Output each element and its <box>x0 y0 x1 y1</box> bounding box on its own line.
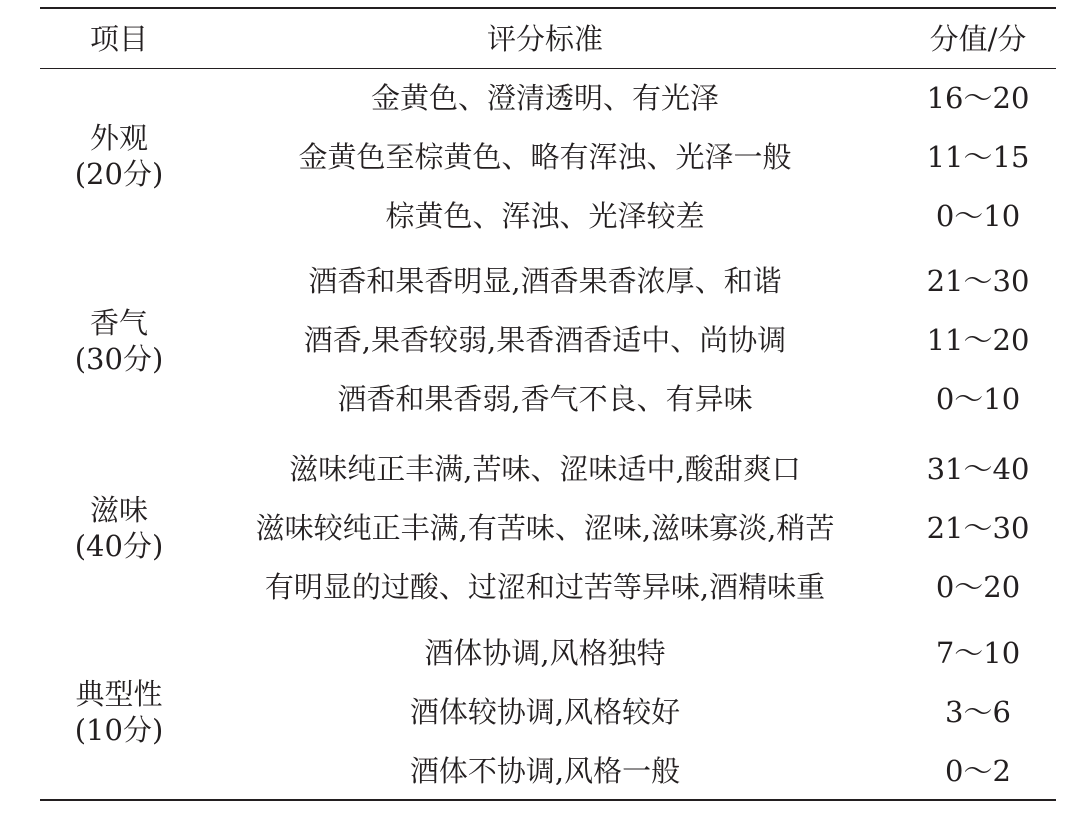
criteria-cell: 酒香和果香明显,酒香果香浓厚、和谐 <box>308 264 782 298</box>
header-score: 分值/分 <box>929 22 1027 56</box>
score-cell: 0～10 <box>935 199 1021 233</box>
score-cell: 21～30 <box>926 511 1030 545</box>
score-cell: 31～40 <box>926 452 1030 486</box>
score-cell: 11～20 <box>926 323 1030 357</box>
category-name: 香气 <box>89 306 148 340</box>
category-points: (10分) <box>74 713 164 747</box>
category-taste <box>40 492 198 564</box>
category-name: 典型性 <box>75 677 163 711</box>
header-rule <box>40 68 1056 69</box>
score-cell: 3～6 <box>945 695 1011 729</box>
score-cell: 7～10 <box>935 636 1021 670</box>
table-bottom-rule <box>40 799 1056 801</box>
criteria-cell: 滋味较纯正丰满,有苦味、涩味,滋味寡淡,稍苦 <box>255 511 835 545</box>
criteria-cell: 金黄色至棕黄色、略有浑浊、光泽一般 <box>298 140 792 174</box>
table-top-rule <box>40 7 1056 9</box>
score-cell: 0～2 <box>945 754 1011 788</box>
criteria-cell: 酒体不协调,风格一般 <box>409 754 681 788</box>
criteria-cell: 酒体协调,风格独特 <box>424 636 666 670</box>
category-points: (30分) <box>74 342 164 376</box>
score-cell: 11～15 <box>926 140 1030 174</box>
score-cell: 0～10 <box>935 382 1021 416</box>
header-criteria: 评分标准 <box>486 22 603 56</box>
category-aroma <box>40 305 198 377</box>
criteria-cell: 滋味纯正丰满,苦味、涩味适中,酸甜爽口 <box>289 452 801 486</box>
criteria-cell: 酒体较协调,风格较好 <box>409 695 681 729</box>
header-item: 项目 <box>89 22 148 56</box>
criteria-cell: 有明显的过酸、过涩和过苦等异味,酒精味重 <box>264 570 826 604</box>
criteria-cell: 酒香,果香较弱,果香酒香适中、尚协调 <box>303 323 787 357</box>
category-typicality <box>40 676 198 748</box>
score-cell: 21～30 <box>926 264 1030 298</box>
category-name: 外观 <box>89 121 148 155</box>
category-appearance <box>40 120 198 192</box>
criteria-cell: 金黄色、澄清透明、有光泽 <box>370 81 719 115</box>
score-cell: 0～20 <box>935 570 1021 604</box>
category-name: 滋味 <box>89 493 148 527</box>
criteria-cell: 棕黄色、浑浊、光泽较差 <box>385 199 705 233</box>
criteria-cell: 酒香和果香弱,香气不良、有异味 <box>337 382 753 416</box>
category-points: (20分) <box>74 157 164 191</box>
category-points: (40分) <box>74 529 164 563</box>
score-cell: 16～20 <box>926 81 1030 115</box>
